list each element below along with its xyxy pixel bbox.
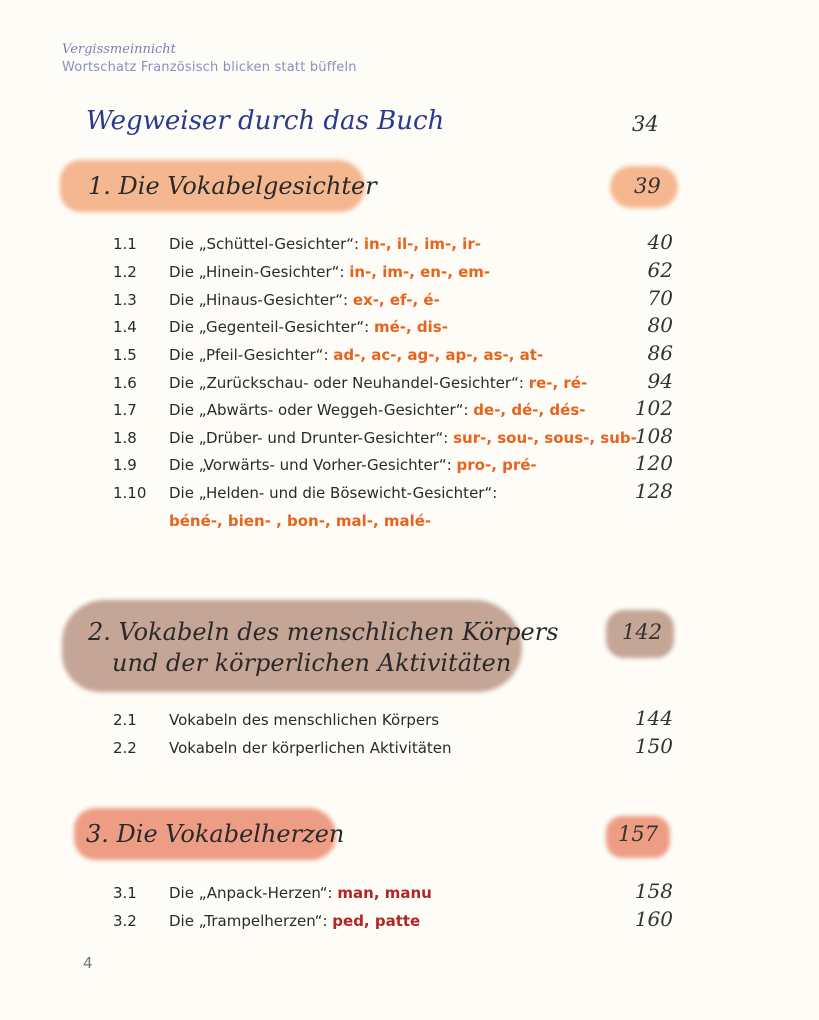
entry-page-number: 80 bbox=[647, 313, 673, 337]
entry-text: Die „Zurückschau- oder Neuhandel-Gesichter“: re-, ré- bbox=[169, 374, 588, 392]
entry-number: 2.1 bbox=[113, 711, 137, 729]
section2-title-line2: und der körperlichen Aktivitäten bbox=[112, 649, 512, 677]
entry-number: 3.2 bbox=[113, 912, 137, 930]
entry-number: 1.9 bbox=[113, 456, 137, 474]
entry-text: Die „Vorwärts- und Vorher-Gesichter“: pro-, pré- bbox=[169, 456, 537, 474]
entry-text: Die „Helden- und die Bösewicht-Gesichter“: bbox=[169, 484, 498, 502]
entry-text: Vokabeln des menschlichen Körpers bbox=[169, 711, 440, 729]
entry-number: 1.1 bbox=[113, 235, 137, 253]
toc-entry[interactable] bbox=[113, 908, 673, 934]
entry-number: 1.6 bbox=[113, 374, 137, 392]
entry-number: 1.8 bbox=[113, 429, 137, 447]
intro-title: Wegweiser durch das Buch bbox=[86, 106, 445, 136]
toc-entry[interactable] bbox=[113, 287, 673, 313]
entry-prefixes: de-, dé-, dés- bbox=[473, 401, 586, 419]
entry-page-number: 144 bbox=[634, 706, 673, 730]
toc-entry[interactable] bbox=[113, 452, 673, 478]
entry-prefixes: ad-, ac-, ag-, ap-, as-, at- bbox=[333, 346, 544, 364]
entry-text: Die „Anpack-Herzen“: man, manu bbox=[169, 884, 432, 902]
entry-page-number: 40 bbox=[647, 230, 673, 254]
entry-text: Die „Pfeil-Gesichter“: ad-, ac-, ag-, ap-, as-, at- bbox=[169, 346, 544, 364]
section2-page-number: 142 bbox=[622, 620, 663, 644]
entry-text: Vokabeln der körperlichen Aktivitäten bbox=[169, 739, 452, 757]
section3-title[interactable]: 3. Die Vokabelherzen bbox=[86, 820, 345, 848]
entry-text: Die „Abwärts- oder Weggeh-Gesichter“: de-, dé-, dés- bbox=[169, 401, 586, 419]
entry-page-number: 160 bbox=[634, 907, 673, 931]
toc-entry[interactable] bbox=[113, 735, 673, 761]
book-title: Vergissmeinnicht bbox=[62, 42, 176, 57]
entry-page-number: 128 bbox=[634, 479, 673, 503]
entry-prefixes: sur-, sou-, sous-, sub- bbox=[453, 429, 637, 447]
toc-entry[interactable] bbox=[113, 259, 673, 285]
entry-number: 1.4 bbox=[113, 318, 137, 336]
entry-roots: man, manu bbox=[337, 884, 432, 902]
entry-text: Die „Hinein-Gesichter“: in-, im-, en-, em- bbox=[169, 263, 491, 281]
entry-number: 1.3 bbox=[113, 291, 137, 309]
entry-page-number: 120 bbox=[634, 451, 673, 475]
book-subtitle: Wortschatz Französisch blicken statt büffeln bbox=[62, 60, 357, 75]
entry-page-number: 94 bbox=[647, 369, 673, 393]
entry-text: Die „Drüber- und Drunter-Gesichter“: sur-, sou-, sous-, sub- bbox=[169, 429, 637, 447]
intro-page-number: 34 bbox=[632, 112, 659, 136]
page-number: 4 bbox=[83, 954, 93, 972]
entry-page-number: 70 bbox=[647, 286, 673, 310]
entry-text: Die „Hinaus-Gesichter“: ex-, ef-, é- bbox=[169, 291, 440, 309]
toc-entry[interactable] bbox=[113, 314, 673, 340]
entry-page-number: 108 bbox=[634, 424, 673, 448]
toc-entry[interactable] bbox=[113, 231, 673, 257]
toc-entry[interactable] bbox=[113, 480, 673, 506]
entry-page-number: 62 bbox=[647, 258, 673, 282]
entry-number: 2.2 bbox=[113, 739, 137, 757]
entry-prefixes-continuation: béné-, bien- , bon-, mal-, malé- bbox=[169, 512, 432, 530]
toc-entry[interactable] bbox=[113, 707, 673, 733]
entry-prefixes: re-, ré- bbox=[528, 374, 588, 392]
entry-number: 1.10 bbox=[113, 484, 147, 502]
toc-entry[interactable] bbox=[113, 397, 673, 423]
section1-page-number: 39 bbox=[634, 174, 661, 198]
section1-title[interactable]: 1. Die Vokabelgesichter bbox=[88, 172, 377, 200]
entry-roots: ped, patte bbox=[332, 912, 421, 930]
entry-page-number: 102 bbox=[634, 396, 673, 420]
entry-page-number: 86 bbox=[647, 341, 673, 365]
toc-entry[interactable] bbox=[113, 425, 673, 451]
toc-entry[interactable] bbox=[113, 880, 673, 906]
entry-prefixes: mé-, dis- bbox=[373, 318, 448, 336]
section2-title-line1[interactable]: 2. Vokabeln des menschlichen Körpers bbox=[88, 618, 559, 646]
entry-number: 1.5 bbox=[113, 346, 137, 364]
entry-number: 1.7 bbox=[113, 401, 137, 419]
entry-prefixes: in-, il-, im-, ir- bbox=[363, 235, 481, 253]
entry-prefixes: in-, im-, en-, em- bbox=[349, 263, 491, 281]
section3-page-number: 157 bbox=[618, 822, 659, 846]
entry-number: 3.1 bbox=[113, 884, 137, 902]
entry-number: 1.2 bbox=[113, 263, 137, 281]
entry-text: Die „Trampelherzen“: ped, patte bbox=[169, 912, 421, 930]
entry-page-number: 158 bbox=[634, 879, 673, 903]
entry-prefixes: pro-, pré- bbox=[456, 456, 537, 474]
entry-prefixes: ex-, ef-, é- bbox=[352, 291, 440, 309]
entry-text: Die „Gegenteil-Gesichter“: mé-, dis- bbox=[169, 318, 448, 336]
toc-entry[interactable] bbox=[113, 370, 673, 396]
toc-entry[interactable] bbox=[113, 342, 673, 368]
entry-page-number: 150 bbox=[634, 734, 673, 758]
entry-text: Die „Schüttel-Gesichter“: in-, il-, im-, ir- bbox=[169, 235, 481, 253]
